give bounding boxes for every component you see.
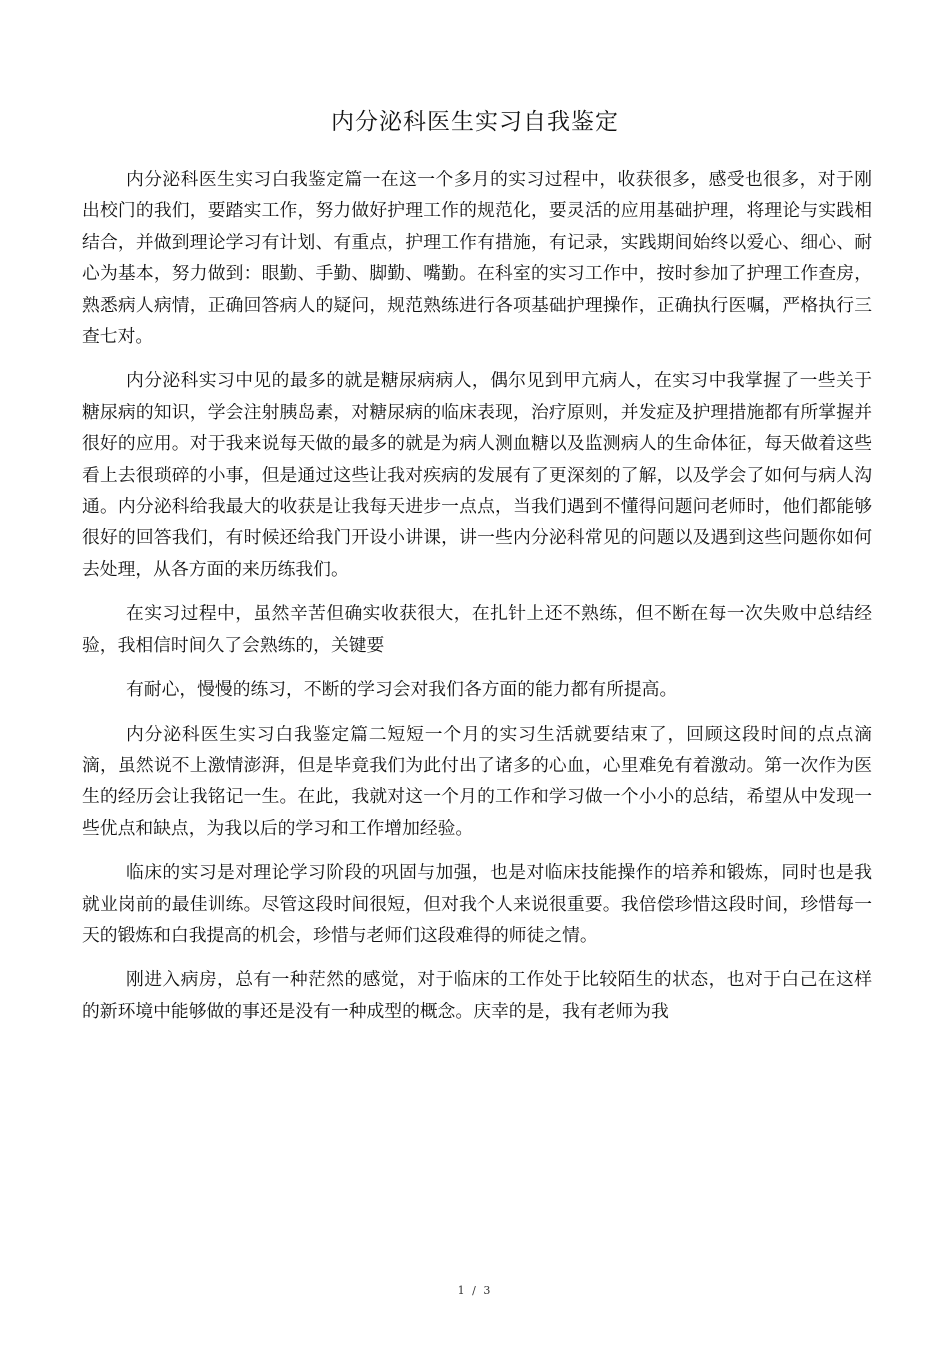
paragraph-2: 内分泌科实习中见的最多的就是糖尿病病人，偶尔见到甲亢病人，在实习中我掌握了一些关于糖尿病的知识，学会注射胰岛素，对糖尿病的临床表现，治疗原则，并发症及护理措施都有所掌握并很好的应用。对于我来说每天做的最多的就是为病人测血糖以及监测病人的生命体征，每天做着这些看上去很琐碎的小事，但是通过这些让我对疾病的发展有了更深刻的了解，以及学会了如何与病人沟通。内分泌科给我最大的收获是让我每天进步一点点，当我们遇到不懂得问题问老师时，他们都能够很好的回答我们，有时候还给我门开设小讲课，讲一些内分泌科常见的问题以及遇到这些问题你如何去处理，从各方面的来历练我们。 — [82, 370, 872, 580]
document-title: 内分泌科医生实习自我鉴定 — [331, 109, 619, 135]
paragraph-1: 内分泌科医生实习白我鉴定篇一在这一个多月的实习过程中，收获很多，感受也很多，对于刚出校门的我们，要踏实工作，努力做好护理工作的规范化，要灵活的应用基础护理，将理论与实践相结合，并做到理论学习有计划、有重点，护理工作有措施，有记录，实践期间始终以爱心、细心、耐心为基本，努力做到：眼勤、手勤、脚勤、嘴勤。在科室的实习工作中，按时参加了护理工作查房，熟悉病人病情，正确回答病人的疑问，规范熟练进行各项基础护理操作，正确执行医嘱，严格执行三查七对。 — [82, 169, 872, 348]
paragraph-5: 内分泌科医生实习白我鉴定篇二短短一个月的实习生活就要结束了，回顾这段时间的点点滴滴，虽然说不上激情澎湃，但是毕竟我们为此付出了诸多的心血，心里难免有着激动。第一次作为医生的经历会让我铭记一生。在此，我就对这一个月的工作和学习做一个小小的总结，希望从中发现一些优点和缺点，为我以后的学习和工作增加经验。 — [82, 723, 872, 839]
page-number: 1 / 3 — [457, 1284, 493, 1297]
paragraph-6: 临床的实习是对理论学习阶段的巩固与加强，也是对临床技能操作的培养和锻炼，同时也是我就业岗前的最佳训练。尽管这段时间很短，但对我个人来说很重要。我倍偿珍惜这段时间，珍惜每一天的锻炼和白我提高的机会，珍惜与老师们这段难得的师徒之情。 — [82, 862, 872, 946]
paragraph-7: 刚进入病房，总有一种茫然的感觉，对于临床的工作处于比较陌生的状态，也对于白己在这样的新环境中能够做的事还是没有一种成型的概念。庆幸的是，我有老师为我 — [82, 969, 872, 1022]
document-body — [82, 164, 872, 1040]
paragraph-3: 在实习过程中，虽然辛苦但确实收获很大，在扎针上还不熟练，但不断在每一次失败中总结经验，我相信时间久了会熟练的，关键要 — [82, 603, 872, 656]
paragraph-4: 有耐心，慢慢的练习，不断的学习会对我们各方面的能力都有所提高。 — [126, 679, 678, 701]
